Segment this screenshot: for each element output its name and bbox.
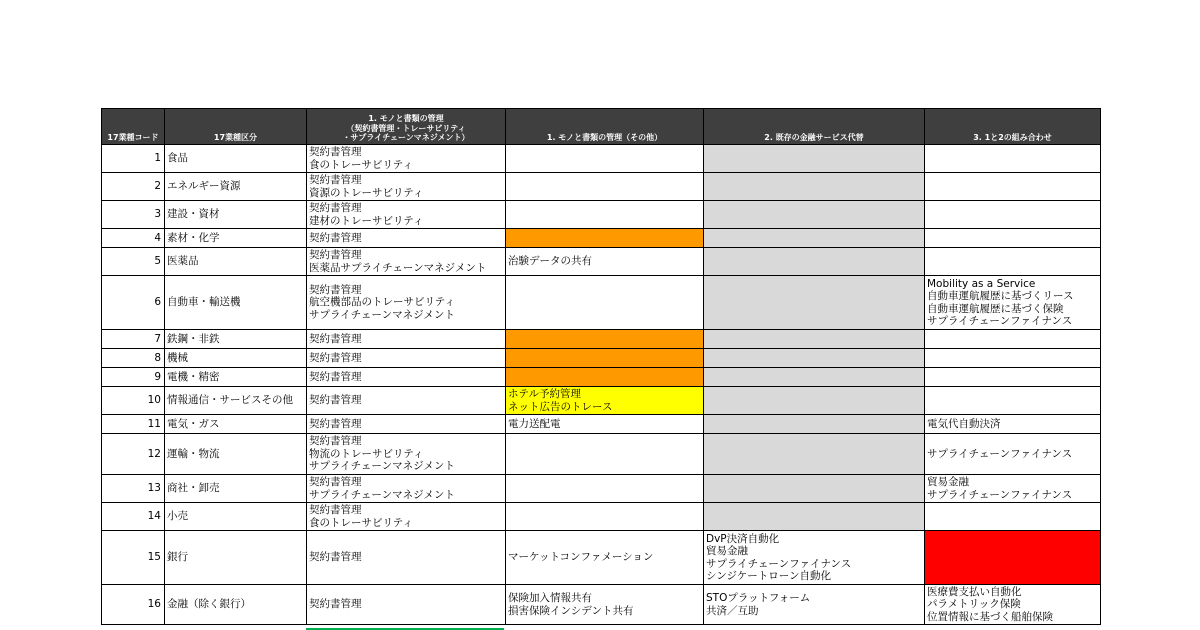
header-financial-service-alternative: 2. 既存の金融サービス代替 bbox=[704, 109, 925, 145]
table-row bbox=[102, 415, 1101, 434]
combination-cell: サプライチェーンファイナンス bbox=[925, 434, 1101, 475]
combination-cell bbox=[925, 145, 1101, 173]
combination-cell bbox=[925, 531, 1101, 585]
combination-cell bbox=[925, 248, 1101, 276]
industry-code-cell: 5 bbox=[102, 248, 165, 276]
industry-code-cell: 6 bbox=[102, 276, 165, 330]
industry-code-cell: 16 bbox=[102, 585, 165, 625]
goods-management-cell: 契約書管理 bbox=[307, 368, 506, 387]
financial-alternative-cell bbox=[704, 434, 925, 475]
goods-other-cell bbox=[506, 349, 704, 368]
financial-alternative-cell bbox=[704, 276, 925, 330]
goods-management-cell: 契約書管理 資源のトレーサビリティ bbox=[307, 173, 506, 201]
industry-name-cell: 商社・卸売 bbox=[165, 475, 307, 503]
industry-code-cell: 10 bbox=[102, 387, 165, 415]
financial-alternative-cell bbox=[704, 349, 925, 368]
header-goods-document-management: 1. モノと書類の管理 （契約書管理・トレーサビリティ ・サプライチェーンマネジメント） bbox=[307, 109, 506, 145]
table-row bbox=[102, 145, 1101, 173]
industry-name-cell: 素材・化学 bbox=[165, 229, 307, 248]
industry-code-cell: 1 bbox=[102, 145, 165, 173]
table-row bbox=[102, 503, 1101, 531]
table-row bbox=[102, 276, 1101, 330]
combination-cell bbox=[925, 173, 1101, 201]
goods-other-cell: 治験データの共有 bbox=[506, 248, 704, 276]
combination-cell: 電気代自動決済 bbox=[925, 415, 1101, 434]
financial-alternative-cell bbox=[704, 248, 925, 276]
header-row bbox=[102, 109, 1101, 145]
combination-cell bbox=[925, 368, 1101, 387]
goods-management-cell: 契約書管理 bbox=[307, 415, 506, 434]
industry-name-cell: 小売 bbox=[165, 503, 307, 531]
industry-code-cell: 13 bbox=[102, 475, 165, 503]
financial-alternative-cell bbox=[704, 145, 925, 173]
goods-management-cell: 契約書管理 bbox=[307, 387, 506, 415]
goods-management-cell: 契約書管理 サプライチェーンマネジメント bbox=[307, 475, 506, 503]
goods-other-cell bbox=[506, 368, 704, 387]
table-row bbox=[102, 229, 1101, 248]
industry-name-cell: 運輸・物流 bbox=[165, 434, 307, 475]
combination-cell bbox=[925, 229, 1101, 248]
industry-code-cell: 3 bbox=[102, 201, 165, 229]
industry-name-cell: 銀行 bbox=[165, 531, 307, 585]
industry-name-cell: 金融（除く銀行） bbox=[165, 585, 307, 625]
goods-other-cell bbox=[506, 503, 704, 531]
table-row bbox=[102, 531, 1101, 585]
goods-management-cell: 契約書管理 食のトレーサビリティ bbox=[307, 145, 506, 173]
goods-other-cell bbox=[506, 201, 704, 229]
financial-alternative-cell bbox=[704, 173, 925, 201]
industry-name-cell: 自動車・輸送機 bbox=[165, 276, 307, 330]
financial-alternative-cell bbox=[704, 229, 925, 248]
industry-code-cell: 2 bbox=[102, 173, 165, 201]
goods-management-cell: 契約書管理 bbox=[307, 229, 506, 248]
table-row bbox=[102, 330, 1101, 349]
financial-alternative-cell: STOプラットフォーム 共済／互助 bbox=[704, 585, 925, 625]
combination-cell bbox=[925, 349, 1101, 368]
goods-management-cell: 契約書管理 医薬品サプライチェーンマネジメント bbox=[307, 248, 506, 276]
industry-name-cell: エネルギー資源 bbox=[165, 173, 307, 201]
combination-cell: 医療費支払い自動化 パラメトリック保険 位置情報に基づく船舶保険 bbox=[925, 585, 1101, 625]
financial-alternative-cell bbox=[704, 387, 925, 415]
combination-cell bbox=[925, 330, 1101, 349]
combination-cell bbox=[925, 503, 1101, 531]
goods-management-cell: 契約書管理 建材のトレーサビリティ bbox=[307, 201, 506, 229]
financial-alternative-cell bbox=[704, 415, 925, 434]
industry-matrix-table bbox=[101, 108, 1101, 625]
industry-name-cell: 食品 bbox=[165, 145, 307, 173]
financial-alternative-cell bbox=[704, 330, 925, 349]
table-row bbox=[102, 349, 1101, 368]
industry-code-cell: 15 bbox=[102, 531, 165, 585]
table-row bbox=[102, 248, 1101, 276]
combination-cell bbox=[925, 387, 1101, 415]
industry-name-cell: 医薬品 bbox=[165, 248, 307, 276]
industry-name-cell: 電気・ガス bbox=[165, 415, 307, 434]
goods-other-cell bbox=[506, 276, 704, 330]
goods-management-cell: 契約書管理 bbox=[307, 531, 506, 585]
goods-other-cell bbox=[506, 434, 704, 475]
combination-cell bbox=[925, 201, 1101, 229]
header-industry-category: 17業種区分 bbox=[165, 109, 307, 145]
goods-other-cell bbox=[506, 475, 704, 503]
goods-management-cell: 契約書管理 bbox=[307, 330, 506, 349]
industry-name-cell: 鉄鋼・非鉄 bbox=[165, 330, 307, 349]
goods-other-cell bbox=[506, 145, 704, 173]
goods-other-cell: ホテル予約管理 ネット広告のトレース bbox=[506, 387, 704, 415]
table-row bbox=[102, 368, 1101, 387]
industry-name-cell: 建設・資材 bbox=[165, 201, 307, 229]
industry-code-cell: 7 bbox=[102, 330, 165, 349]
header-combination: 3. 1と2の組み合わせ bbox=[925, 109, 1101, 145]
goods-other-cell: 電力送配電 bbox=[506, 415, 704, 434]
financial-alternative-cell bbox=[704, 201, 925, 229]
combination-cell: 貿易金融 サプライチェーンファイナンス bbox=[925, 475, 1101, 503]
table-row bbox=[102, 475, 1101, 503]
goods-management-cell: 契約書管理 食のトレーサビリティ bbox=[307, 503, 506, 531]
goods-other-cell: 保険加入情報共有 損害保険インシデント共有 bbox=[506, 585, 704, 625]
industry-name-cell: 電機・精密 bbox=[165, 368, 307, 387]
industry-name-cell: 機械 bbox=[165, 349, 307, 368]
financial-alternative-cell bbox=[704, 475, 925, 503]
goods-management-cell: 契約書管理 bbox=[307, 349, 506, 368]
goods-other-cell bbox=[506, 330, 704, 349]
industry-code-cell: 12 bbox=[102, 434, 165, 475]
goods-other-cell bbox=[506, 173, 704, 201]
table-row bbox=[102, 173, 1101, 201]
header-goods-document-other: 1. モノと書類の管理（その他） bbox=[506, 109, 704, 145]
industry-code-cell: 14 bbox=[102, 503, 165, 531]
financial-alternative-cell bbox=[704, 503, 925, 531]
goods-management-cell: 契約書管理 bbox=[307, 585, 506, 625]
industry-code-cell: 4 bbox=[102, 229, 165, 248]
industry-code-cell: 9 bbox=[102, 368, 165, 387]
financial-alternative-cell: DvP決済自動化 貿易金融 サプライチェーンファイナンス シンジケートローン自動化 bbox=[704, 531, 925, 585]
table-row bbox=[102, 387, 1101, 415]
goods-other-cell: マーケットコンファメーション bbox=[506, 531, 704, 585]
financial-alternative-cell bbox=[704, 368, 925, 387]
goods-other-cell bbox=[506, 229, 704, 248]
table-row bbox=[102, 201, 1101, 229]
combination-cell: Mobility as a Service 自動車運航履歴に基づくリース 自動車運航履歴に基づく保険 サプライチェーンファイナンス bbox=[925, 276, 1101, 330]
industry-name-cell: 情報通信・サービスその他 bbox=[165, 387, 307, 415]
header-industry-code: 17業種コード bbox=[102, 109, 165, 145]
industry-code-cell: 8 bbox=[102, 349, 165, 368]
goods-management-cell: 契約書管理 航空機部品のトレーサビリティ サプライチェーンマネジメント bbox=[307, 276, 506, 330]
goods-management-cell: 契約書管理 物流のトレーサビリティ サプライチェーンマネジメント bbox=[307, 434, 506, 475]
table-row bbox=[102, 434, 1101, 475]
industry-code-cell: 11 bbox=[102, 415, 165, 434]
table-row bbox=[102, 585, 1101, 625]
